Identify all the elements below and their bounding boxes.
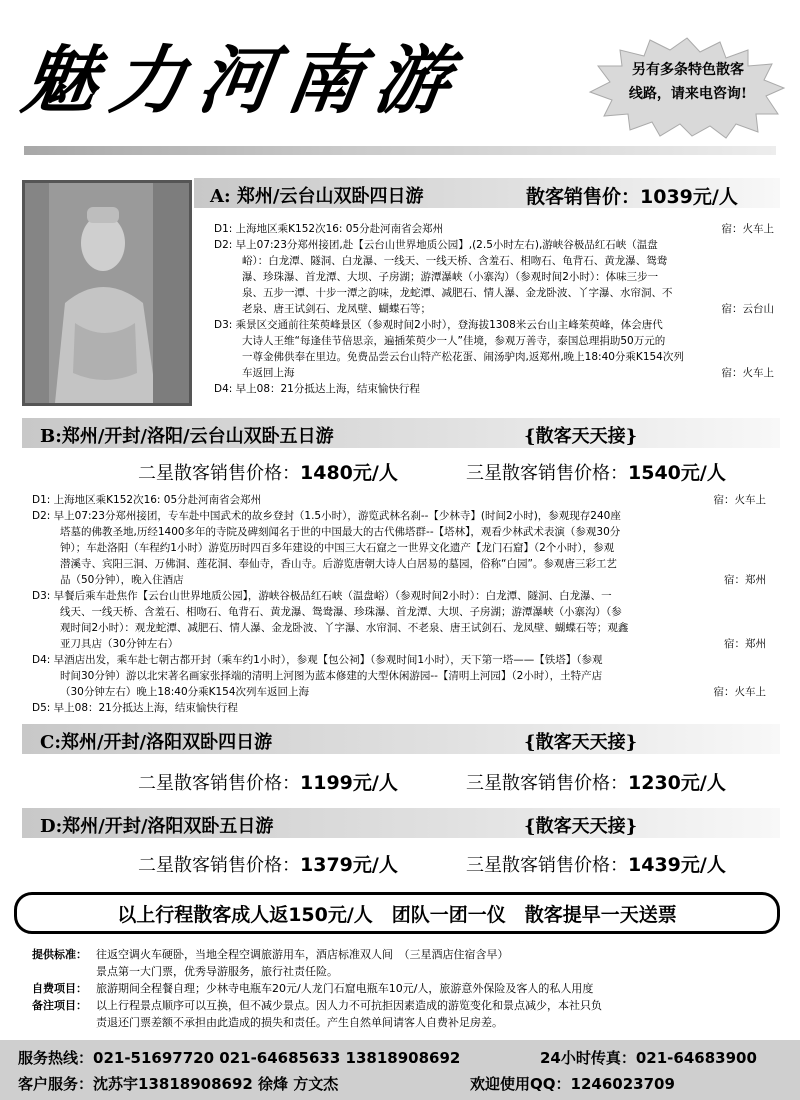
self-pay-label: 自费项目： bbox=[32, 982, 87, 995]
route-c-price-3star bbox=[466, 768, 726, 795]
route-a-price: 1039元/人 bbox=[640, 186, 738, 208]
service-row bbox=[18, 1073, 338, 1094]
route-c-title: C:郑州/开封/洛阳双卧四日游 bbox=[40, 732, 273, 753]
provide-label: 提供标准： bbox=[32, 948, 87, 961]
route-b-price3: 1540元/人 bbox=[628, 462, 726, 484]
route-c-price2: 1199元/人 bbox=[300, 772, 398, 794]
route-a-line: 老泉、唐王试剑石、龙凤壁、蝴蝶石等； bbox=[242, 303, 431, 315]
route-b-price2-label: 二星散客销售价格： bbox=[138, 463, 300, 484]
fax-label: 24小时传真： bbox=[540, 1049, 636, 1067]
route-d-price-3star bbox=[466, 850, 726, 877]
header-divider bbox=[24, 146, 776, 155]
route-a-line: D4: 早上08：21分抵达上海，结束愉快行程 bbox=[214, 383, 420, 395]
remark-label: 备注项目： bbox=[32, 999, 87, 1012]
route-b-line: 塔墓的佛教圣地,历经1400多年的寺院及碑刻闻名于世的中国最大的古代佛塔群--【塔林】，观看少林武术表演（参观30分 bbox=[60, 526, 621, 538]
route-a-line: D2: 早上07:23分郑州接团,赴【云台山世界地质公园】,(2.5小时左右),游峡谷极品红石峡（温盘 bbox=[214, 239, 658, 251]
route-b-line: 潜溪寺、宾阳三洞、万佛洞、莲花洞、奉仙寺，香山寺。后游览唐朝大诗人白居易的墓园，俗称“白园”。参观唐三彩工艺 bbox=[60, 558, 617, 570]
provide-line-1: 往返空调火车硬卧，当地全程空调旅游用车，酒店标准双人间 （三星酒店住宿含早） bbox=[96, 948, 509, 961]
route-a-line: 一尊金佛供奉在里边。免费品尝云台山特产松花蛋、闹汤驴肉,返郑州,晚上18:40分乘K154次列 bbox=[242, 351, 684, 363]
hotline-numbers: 021-51697720 021-64685633 13818908692 bbox=[93, 1049, 461, 1067]
route-b-line: 亚刀具店（30分钟左右） bbox=[60, 638, 179, 650]
route-b-line: 钟）；车赴洛阳（车程约1小时）游览历时四百多年建设的中国三大石窟之一世界文化遗产【龙门石窟】（2个小时），参观 bbox=[60, 542, 615, 554]
route-a-line: D3: 乘景区交通前往茱萸峰景区（参观时间2小时），登海拔1308米云台山主峰茱萸峰，体会唐代 bbox=[214, 319, 663, 331]
qq-label: 欢迎使用QQ： bbox=[470, 1075, 571, 1093]
route-c-price-2star bbox=[138, 768, 398, 795]
route-d-tag: {散客天天接} bbox=[524, 816, 638, 837]
route-b-stay-d2: 宿：郑州 bbox=[724, 574, 766, 586]
route-d-price2-label: 二星散客销售价格： bbox=[138, 855, 300, 876]
route-d-title: D:郑州/开封/洛阳双卧五日游 bbox=[40, 816, 274, 837]
route-b-line: D3: 早餐后乘车赴焦作【云台山世界地质公园】，游峡谷极品红石峡（温盘峪）（参观时间2小时）：白龙潭、隧洞、白龙瀑、一 bbox=[32, 590, 612, 602]
burst-line-1: 另有多条特色散客 bbox=[632, 62, 744, 78]
hotline-row bbox=[18, 1047, 460, 1068]
route-c-price2-label: 二星散客销售价格： bbox=[138, 773, 300, 794]
route-b-line: D4: 早酒店出发，乘车赴七朝古都开封（乘车约1小时），参观【包公祠】（参观时间1小时），天下第一塔——【铁塔】（参观 bbox=[32, 654, 603, 666]
route-b-price-3star bbox=[466, 458, 726, 485]
route-a-title: A: 郑州/云台山双卧四日游 bbox=[210, 186, 424, 207]
qq-row bbox=[470, 1073, 675, 1094]
route-a-stay-d2: 宿：云台山 bbox=[721, 303, 774, 315]
fax-row bbox=[540, 1047, 757, 1068]
route-a-stay-d1: 宿：火车上 bbox=[721, 223, 774, 235]
route-a-itinerary bbox=[214, 221, 780, 401]
route-b-stay-d3: 宿：郑州 bbox=[724, 638, 766, 650]
route-b-price2: 1480元/人 bbox=[300, 462, 398, 484]
route-b-stay-d4: 宿：火车上 bbox=[713, 686, 766, 698]
remark-line-1: 以上行程景点顺序可以互换，但不减少景点。因人力不可抗拒因素造成的游览变化和景点减少，本社只负 bbox=[96, 999, 602, 1012]
remark-line-2: 责退还门票差额不承担由此造成的损失和责任。产生自然单间请客人自费补足房差。 bbox=[96, 1016, 503, 1029]
route-b-stay-d1: 宿：火车上 bbox=[713, 494, 766, 506]
route-a-line: 峪）：白龙潭、隧洞、白龙瀑、一线天、一线天桥、含羞石、相吻石、龟背石、黄龙瀑、鸳鸯 bbox=[242, 255, 668, 267]
provide-line-2: 景点第一大门票，优秀导游服务，旅行社责任险。 bbox=[96, 965, 338, 978]
route-a-line: 瀑、珍珠瀑、首龙潭、大坝、子房湖；游潭瀑峡（小寨沟）（参观时间2小时）：体味三步一 bbox=[242, 271, 659, 283]
route-a-line: 大诗人王维“每逢佳节倍思亲，遍插茱萸少一人”佳境，参观万善寺，泰国总理捐助50万元的 bbox=[242, 335, 666, 347]
route-a-price-row bbox=[526, 182, 738, 209]
route-b-line: D2: 早上07:23分郑州接团，专车赴中国武术的故乡登封（1.5小时），游览武林名刹--【少林寺】(时间2小时)，参观现存240座 bbox=[32, 510, 621, 522]
route-b-line: 时间30分钟）游以北宋著名画家张择端的清明上河图为蓝本修建的大型休闲游园--【清明上河园】（2小时），土特产店 bbox=[60, 670, 603, 682]
route-a-line: 车返回上海 bbox=[242, 367, 295, 379]
route-b-line: 观时间2小时）：观龙蛇潭、减肥石、情人瀑、金龙卧波、丫字瀑、水帘洞、不老泉、唐王试剑石、龙凤壁、蝴蝶石等；观鑫 bbox=[60, 622, 629, 634]
route-a-stay-d3: 宿：火车上 bbox=[721, 367, 774, 379]
route-b-line: （30分钟左右）晚上18:40分乘K154次列车返回上海 bbox=[60, 686, 310, 698]
burst-text bbox=[604, 58, 772, 106]
route-c-price3-label: 三星散客销售价格： bbox=[466, 773, 628, 794]
qq-number: 1246023709 bbox=[570, 1075, 675, 1093]
route-a-line: D1: 上海地区乘K152次16: 05分赴河南省会郑州 bbox=[214, 223, 444, 235]
route-a-price-label: 散客销售价： bbox=[526, 186, 641, 208]
route-b-price3-label: 三星散客销售价格： bbox=[466, 463, 628, 484]
route-d-price3: 1439元/人 bbox=[628, 854, 726, 876]
route-d-price-2star bbox=[138, 850, 398, 877]
fax-number: 021-64683900 bbox=[635, 1049, 757, 1067]
service-contacts: 沈苏宇13818908692 徐烽 方文杰 bbox=[93, 1075, 339, 1093]
route-b-line: D5: 早上08：21分抵达上海，结束愉快行程 bbox=[32, 702, 238, 714]
route-d-price3-label: 三星散客销售价格： bbox=[466, 855, 628, 876]
terms-notes bbox=[32, 946, 782, 1036]
route-c-tag: {散客天天接} bbox=[524, 732, 638, 753]
route-b-line: 线天、一线天桥、含羞石、相吻石、龟背石、黄龙瀑、鸳鸯瀑、珍珠瀑、首龙潭、大坝、子房湖；游潭瀑峡（小寨沟）（参 bbox=[60, 606, 622, 618]
route-b-line: 品（50分钟），晚入住酒店 bbox=[60, 574, 184, 586]
page-title: 魅力河南游 bbox=[17, 38, 470, 124]
hotline-label: 服务热线： bbox=[18, 1049, 94, 1067]
route-b-title: B:郑州/开封/洛阳/云台山双卧五日游 bbox=[40, 426, 334, 447]
service-label: 客户服务： bbox=[18, 1075, 94, 1093]
promo-banner-text: 以上行程散客成人返150元/人 团队一团一仪 散客提早一天送票 bbox=[117, 904, 677, 926]
burst-line-2: 线路，请来电咨询! bbox=[628, 86, 748, 102]
self-pay-text: 旅游期间全程餐自理；少林寺电瓶车20元/人龙门石窟电瓶车10元/人，旅游意外保险及客人的私人用度 bbox=[96, 982, 594, 995]
route-b-tag: {散客天天接} bbox=[524, 426, 638, 447]
route-b-itinerary bbox=[32, 492, 780, 718]
route-d-price2: 1379元/人 bbox=[300, 854, 398, 876]
route-b-price-2star bbox=[138, 458, 398, 485]
route-c-price3: 1230元/人 bbox=[628, 772, 726, 794]
buddha-statue-photo bbox=[22, 180, 192, 406]
route-b-line: D1: 上海地区乘K152次16: 05分赴河南省会郑州 bbox=[32, 494, 262, 506]
route-a-line: 泉、五步一潭、十步一潭之韵味，龙蛇潭、减肥石、情人瀑、金龙卧波、丫字瀑、水帘洞、不 bbox=[242, 287, 673, 299]
